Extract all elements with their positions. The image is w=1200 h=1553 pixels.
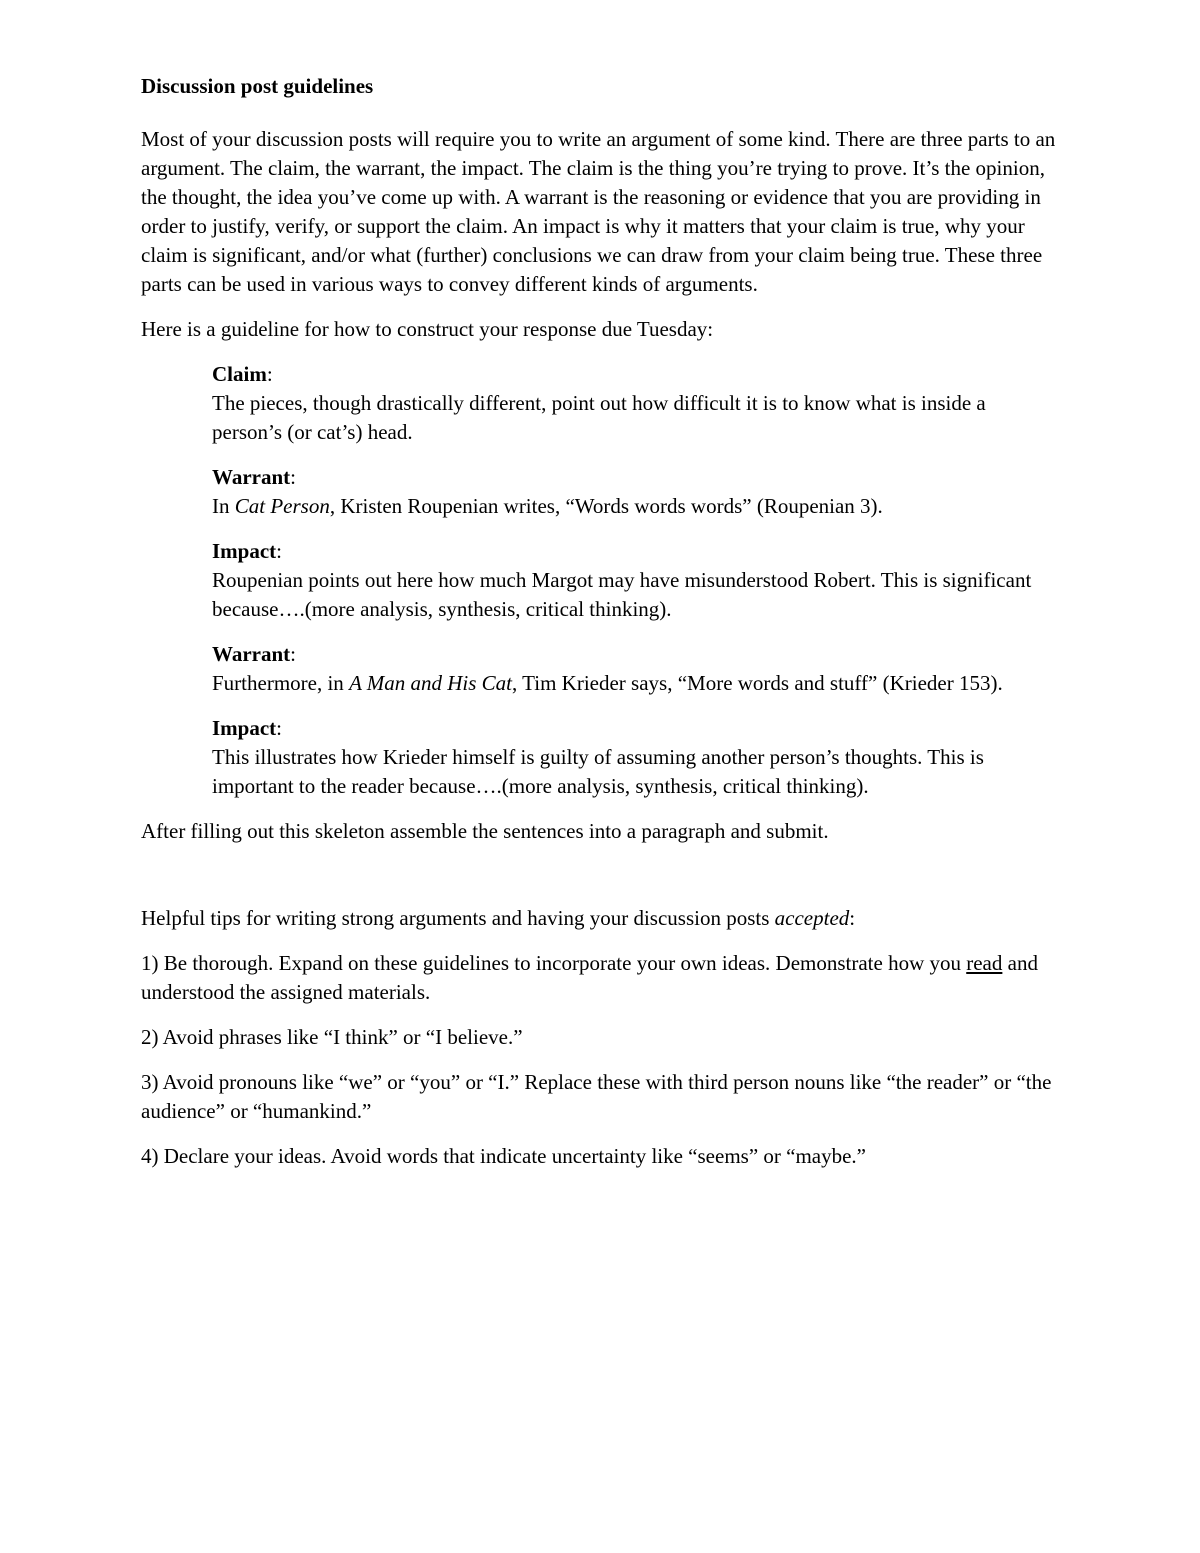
tip-item-1 <box>141 949 1056 1007</box>
warrant-colon: : <box>290 642 296 666</box>
tip-item-2: 2) Avoid phrases like “I think” or “I believe.” <box>141 1025 523 1049</box>
document-page <box>141 72 1056 1187</box>
warrant-text-pre: In <box>212 494 235 518</box>
claim-text: The pieces, though drastically different, point out how difficult it is to know what is inside a person’s (or cat’s) head. <box>212 391 986 444</box>
claim-block <box>212 360 1056 447</box>
tip-item-3: 3) Avoid pronouns like “we” or “you” or “I.” Replace these with third person nouns like “the reader” or “the audience” or “humankind.” <box>141 1070 1052 1123</box>
warrant-text-post: , Tim Krieder says, “More words and stuff” (Krieder 153). <box>512 671 1003 695</box>
impact-text: Roupenian points out here how much Margot may have misunderstood Robert. This is significant because….(more analysis, synthesis, critical thinking). <box>212 568 1032 621</box>
tip-item-4: 4) Declare your ideas. Avoid words that indicate uncertainty like “seems” or “maybe.” <box>141 1144 867 1168</box>
warrant-colon: : <box>290 465 296 489</box>
tip-1-underlined-word: read <box>966 951 1003 975</box>
impact-block-1 <box>212 537 1056 624</box>
intro-paragraph: Most of your discussion posts will require you to write an argument of some kind. There are three parts to an argument. The claim, the warrant, the impact. The claim is the thing you’re trying to prove. It’s the opinion, the thought, the idea you’ve come up with. A warrant is the reasoning or evidence that you are providing in order to justify, verify, or support the claim. An impact is why it matters that your claim is true, why your claim is significant, and/or what (further) conclusions we can draw from your claim being true. These three parts can be used in various ways to convey different kinds of arguments. <box>141 127 1056 296</box>
impact-colon: : <box>276 539 283 563</box>
warrant-text <box>212 669 1056 698</box>
warrant-text-post: , Kristen Roupenian writes, “Words words words” (Roupenian 3). <box>329 494 883 518</box>
document-title: Discussion post guidelines <box>141 74 374 98</box>
warrant-block-1 <box>212 463 1056 521</box>
impact-label: Impact <box>212 539 277 563</box>
impact-text: This illustrates how Krieder himself is guilty of assuming another person’s thoughts. This is important to the reader because….(more analysis, synthesis, critical thinking). <box>212 745 984 798</box>
impact-label: Impact <box>212 716 277 740</box>
argument-skeleton <box>212 360 1056 801</box>
tip-1-text-post: and understood the assigned materials. <box>141 951 1038 1004</box>
assemble-instruction: After filling out this skeleton assemble the sentences into a paragraph and submit. <box>141 819 829 843</box>
work-title: A Man and His Cat <box>349 671 513 695</box>
warrant-label: Warrant <box>212 642 291 666</box>
warrant-text-pre: Furthermore, in <box>212 671 350 695</box>
section-spacer <box>141 862 1056 904</box>
claim-label: Claim <box>212 362 267 386</box>
tip-1-text-pre: 1) Be thorough. Expand on these guidelines to incorporate your own ideas. Demonstrate how you <box>141 951 967 975</box>
impact-colon: : <box>276 716 283 740</box>
guideline-intro: Here is a guideline for how to construct your response due Tuesday: <box>141 317 714 341</box>
claim-colon: : <box>266 362 273 386</box>
tips-intro-text: Helpful tips for writing strong arguments and having your discussion posts <box>141 906 775 930</box>
impact-block-2 <box>212 714 1056 801</box>
warrant-label: Warrant <box>212 465 291 489</box>
tips-intro-emphasis: accepted <box>774 906 850 930</box>
work-title: Cat Person <box>234 494 330 518</box>
warrant-text <box>212 492 1056 521</box>
warrant-block-2 <box>212 640 1056 698</box>
tips-intro <box>141 904 1056 933</box>
tips-intro-colon: : <box>849 906 856 930</box>
